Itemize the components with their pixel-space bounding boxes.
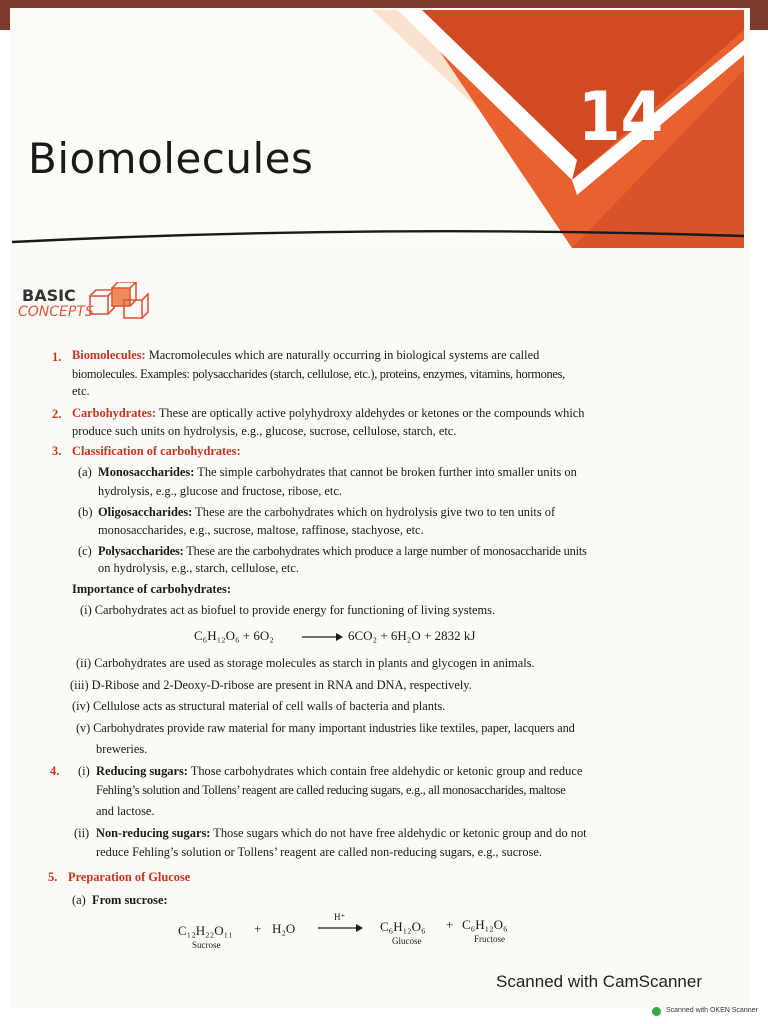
scanner-watermark: Scanned with CamScanner [496,972,703,991]
paragraph-line [98,543,587,559]
paragraph-line: reduce Fehling’s solution or Tollens’ reagent are called non-reducing sugars, e.g., sucrose. [96,845,542,859]
item-heading: Biomolecules: [72,348,146,362]
plus-sign: + [446,917,454,932]
sub-label: (i) [78,764,90,778]
sub-heading: Reducing sugars: [96,764,188,778]
reaction-arrow [318,923,364,933]
sub-label: (a) [72,893,86,907]
paragraph-line: (v) Carbohydrates provide raw material for many important industries like textiles, paper, lacquers and [76,721,575,735]
paragraph-line [96,763,582,779]
line-text: Those sugars which do not have free aldehydic or ketonic group and do not [210,826,587,840]
paragraph-line: monosaccharides, e.g., sucrose, maltose, raffinose, stachyose, etc. [98,523,424,537]
paragraph-line [96,825,587,841]
basic-label: BASIC [22,286,76,305]
sub-heading: Non-reducing sugars: [96,826,211,840]
paragraph-line: breweries. [96,742,148,756]
plus-sign: + [254,921,262,936]
paragraph-line: and lactose. [96,804,155,818]
line-text: These are optically active polyhydroxy aldehydes or ketones or the compounds which [155,406,585,420]
item-heading: Classification of carbohydrates: [72,444,241,458]
line-text: Those carbohydrates which contain free aldehydic or ketonic group and reduce [187,764,583,778]
reactant-water: H₂O [272,921,296,936]
paragraph-line [98,464,577,480]
item-number: 5. [48,870,58,884]
scanner-badge-icon [652,1007,661,1016]
item-heading: Preparation of Glucose [68,870,191,884]
label-fructose: Fructose [474,934,505,944]
chapter-title: Biomolecules [28,134,314,183]
catalyst-label: H⁺ [334,912,346,922]
scanner-badge: Scanned with OKEN Scanner [666,1007,758,1014]
sub-label: (ii) [74,826,90,840]
sub-heading: From sucrose: [92,893,168,907]
item-number: 3. [52,444,62,458]
paragraph-line: etc. [72,384,90,398]
equation-left: C₆H₁₂O₆ + 6O₂ [194,628,274,643]
concepts-label: CONCEPTS [18,304,94,320]
paragraph-line: produce such units on hydrolysis, e.g., glucose, sucrose, cellulose, starch, etc. [72,424,457,438]
sub-heading: Polysaccharides: [98,544,184,558]
paragraph-line [72,347,539,363]
paragraph-line: hydrolysis, e.g., glucose and fructose, ribose, etc. [98,484,342,498]
item-number: 4. [50,764,60,778]
chapter-number: 14 [578,78,664,157]
paragraph-line [98,504,555,520]
paragraph-line: biomolecules. Examples: polysaccharides (starch, cellulose, etc.), proteins, enzymes, vitamins, hormones, [72,367,565,381]
item-number: 1. [52,350,62,364]
paragraph-line: (ii) Carbohydrates are used as storage molecules as starch in plants and glycogen in animals. [76,656,535,670]
paragraph-line: on hydrolysis, e.g., starch, cellulose, etc. [98,561,299,575]
paragraph-line: (i) Carbohydrates act as biofuel to provide energy for functioning of living systems. [80,603,496,617]
reaction-arrow [302,632,344,642]
product-fructose: C₆H₁₂O₆ [462,917,508,932]
paragraph-line: Fehling’s solution and Tollens’ reagent are called reducing sugars, e.g., all monosaccharides, maltose [96,783,566,797]
sub-label: (c) [78,544,92,558]
reactant-sucrose: C₁₂H₂₂O₁₁ [178,923,233,938]
paragraph-line: (iii) D-Ribose and 2-Deoxy-D-ribose are present in RNA and DNA, respectively. [70,678,472,692]
line-text: These are the carbohydrates which produce a large number of monosaccharide units [183,544,587,558]
sub-heading: Monosaccharides: [98,465,195,479]
product-glucose: C₆H₁₂O₆ [380,919,426,934]
paragraph-line: (iv) Cellulose acts as structural material of cell walls of bacteria and plants. [72,699,446,713]
line-text: These are the carbohydrates which on hydrolysis give two to ten units of [192,505,556,519]
sub-label: (b) [78,505,93,519]
equation-right: 6CO₂ + 6H₂O + 2832 kJ [348,628,476,643]
label-sucrose: Sucrose [192,940,221,950]
sub-label: (a) [78,465,92,479]
section-heading: Importance of carbohydrates: [72,582,231,596]
item-number: 2. [52,407,62,421]
line-text: The simple carbohydrates that cannot be broken further into smaller units on [194,465,577,479]
label-glucose: Glucose [392,936,422,946]
item-heading: Carbohydrates: [72,406,156,420]
sub-heading: Oligosaccharides: [98,505,193,519]
line-text: Macromolecules which are naturally occurring in biological systems are called [145,348,540,362]
paragraph-line [72,405,585,421]
